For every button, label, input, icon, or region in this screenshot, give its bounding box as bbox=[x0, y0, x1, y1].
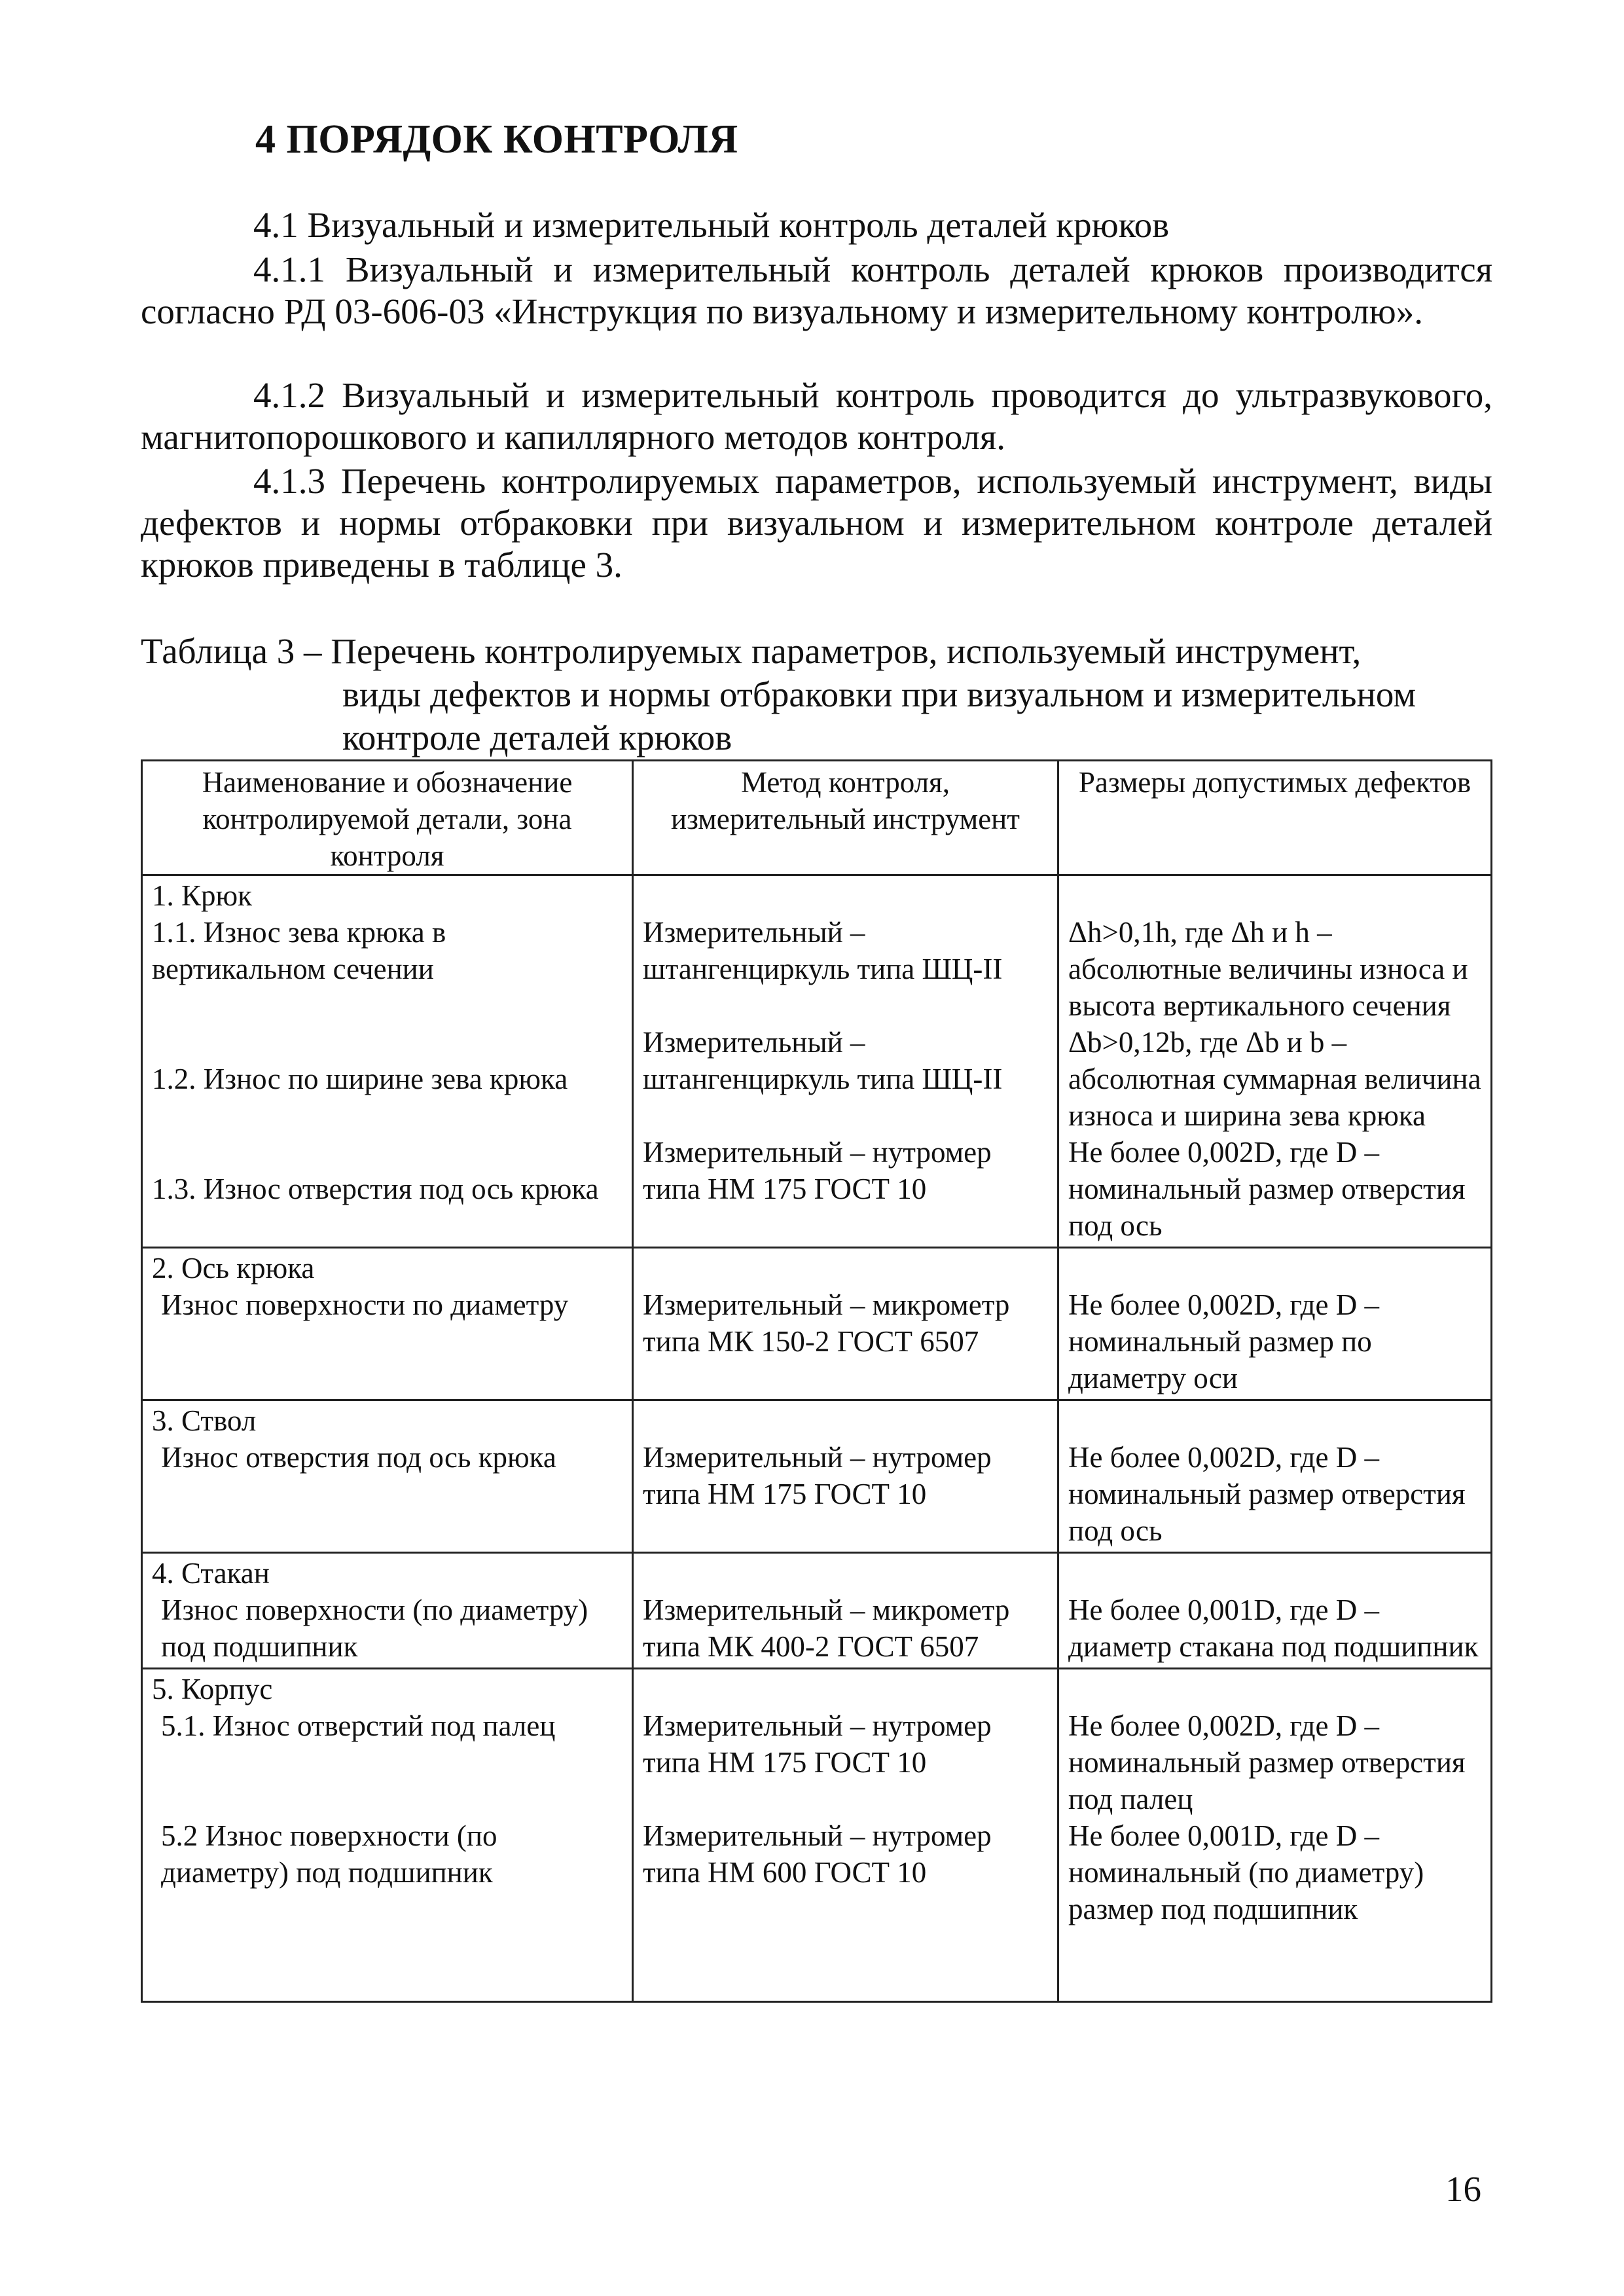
paragraph-4-1 bbox=[141, 204, 1492, 246]
method-cell bbox=[633, 1553, 1058, 1669]
table-caption-continuation: виды дефектов и нормы отбраковки при визуальном и измерительном контроле деталей крюков bbox=[342, 674, 1416, 757]
table-row bbox=[142, 1248, 1492, 1400]
part-cell bbox=[142, 875, 633, 1248]
table-row bbox=[142, 875, 1492, 1248]
section-title: 4. Стакан bbox=[152, 1557, 270, 1590]
method-text: Измерительный – микрометр типа МК 150-2 ГОСТ 6507 bbox=[643, 1288, 1010, 1358]
header-method: Метод контроля, измерительный инструмент bbox=[633, 761, 1058, 875]
method-cell bbox=[633, 875, 1058, 1248]
paragraph-4-1-2-text: 4.1.2 Визуальный и измерительный контроль проводится до ультразвукового, магнитопорошкового и капиллярного методов контроля. bbox=[141, 375, 1492, 457]
paragraph-4-1-1-text: 4.1.1 Визуальный и измерительный контроль деталей крюков производится согласно РД 03-606-03 «Инструкция по визуальному и измерительному контролю». bbox=[141, 249, 1492, 331]
section-title: 3. Ствол bbox=[152, 1404, 257, 1437]
table-caption bbox=[141, 630, 1489, 759]
defect-text: Не более 0,002D, где D – номинальный размер отверстия под палец bbox=[1068, 1709, 1466, 1815]
paragraph-4-1-3-text: 4.1.3 Перечень контролируемых параметров, используемый инструмент, виды дефектов и нормы отбраковки при визуальном и измерительном контроле деталей крюков приведены в таблице 3. bbox=[141, 461, 1492, 585]
zone-name: 5.1. Износ отверстий под палец bbox=[161, 1709, 556, 1742]
defect-cell bbox=[1058, 1248, 1492, 1400]
section-title: 2. Ось крюка bbox=[152, 1252, 315, 1285]
zone-name: 1.1. Износ зева крюка в вертикальном сечении bbox=[152, 916, 446, 985]
method-text: Измерительный – нутромер типа НМ 175 ГОСТ 10 bbox=[643, 1441, 992, 1510]
method-text: Измерительный – нутромер типа НМ 600 ГОСТ 10 bbox=[643, 1819, 992, 1889]
defect-text: Не более 0,002D, где D – номинальный размер по диаметру оси bbox=[1068, 1288, 1380, 1394]
defect-text: Δh>0,1h, где Δh и h – абсолютные величины износа и высота вертикального сечения bbox=[1068, 916, 1468, 1022]
defect-cell bbox=[1058, 875, 1492, 1248]
paragraph-4-1-3 bbox=[141, 460, 1492, 586]
section-title: 1. Крюк bbox=[152, 879, 252, 912]
method-text: Измерительный – нутромер типа НМ 175 ГОСТ 10 bbox=[643, 1709, 992, 1779]
header-part-name: Наименование и обозначение контролируемой детали, зона контроля bbox=[142, 761, 633, 875]
method-cell bbox=[633, 1669, 1058, 2002]
zone-name: 5.2 Износ поверхности (по диаметру) под подшипник bbox=[161, 1819, 497, 1889]
method-cell bbox=[633, 1248, 1058, 1400]
defect-cell bbox=[1058, 1400, 1492, 1553]
defect-text: Не более 0,002D, где D – номинальный размер отверстия под ось bbox=[1068, 1441, 1466, 1547]
zone-name: Износ отверстия под ось крюка bbox=[161, 1441, 556, 1474]
defect-text: Не более 0,001D, где D – диаметр стакана под подшипник bbox=[1068, 1594, 1479, 1663]
defect-text: Не более 0,002D, где D – номинальный размер отверстия под ось bbox=[1068, 1136, 1466, 1242]
paragraph-4-1-text: 4.1 Визуальный и измерительный контроль деталей крюков bbox=[253, 205, 1170, 245]
part-cell bbox=[142, 1553, 633, 1669]
zone-name: Износ поверхности по диаметру bbox=[161, 1288, 569, 1321]
page-number: 16 bbox=[1445, 2169, 1481, 2209]
paragraph-4-1-1 bbox=[141, 249, 1492, 333]
method-text: Измерительный – штангенциркуль типа ШЦ-II bbox=[643, 916, 1003, 985]
method-cell bbox=[633, 1400, 1058, 1553]
part-cell bbox=[142, 1669, 633, 2002]
table-caption-first-line: Таблица 3 – Перечень контролируемых параметров, используемый инструмент, bbox=[141, 631, 1362, 671]
defect-text: Не более 0,001D, где D – номинальный (по диаметру) размер под подшипник bbox=[1068, 1819, 1424, 1925]
table-row bbox=[142, 1400, 1492, 1553]
table-row bbox=[142, 1553, 1492, 1669]
method-text: Измерительный – микрометр типа МК 400-2 ГОСТ 6507 bbox=[643, 1594, 1010, 1663]
method-text: Измерительный – штангенциркуль типа ШЦ-II bbox=[643, 1026, 1003, 1095]
header-defect-size: Размеры допустимых дефектов bbox=[1058, 761, 1492, 875]
table-header-row bbox=[142, 761, 1492, 875]
table-3 bbox=[141, 759, 1492, 2003]
defect-cell bbox=[1058, 1553, 1492, 1669]
section-title: 5. Корпус bbox=[152, 1673, 273, 1705]
defect-cell bbox=[1058, 1669, 1492, 2002]
zone-name: 1.2. Износ по ширине зева крюка bbox=[152, 1063, 568, 1095]
section-heading: 4 ПОРЯДОК КОНТРОЛЯ bbox=[255, 117, 738, 162]
part-cell bbox=[142, 1248, 633, 1400]
part-cell bbox=[142, 1400, 633, 1553]
table-row bbox=[142, 1669, 1492, 2002]
paragraph-4-1-2 bbox=[141, 374, 1492, 458]
method-text: Измерительный – нутромер типа НМ 175 ГОСТ 10 bbox=[643, 1136, 992, 1205]
defect-text: Δb>0,12b, где Δb и b – абсолютная суммарная величина износа и ширина зева крюка bbox=[1068, 1026, 1481, 1132]
zone-name: Износ поверхности (по диаметру) под подшипник bbox=[161, 1594, 588, 1663]
zone-name: 1.3. Износ отверстия под ось крюка bbox=[152, 1173, 599, 1205]
